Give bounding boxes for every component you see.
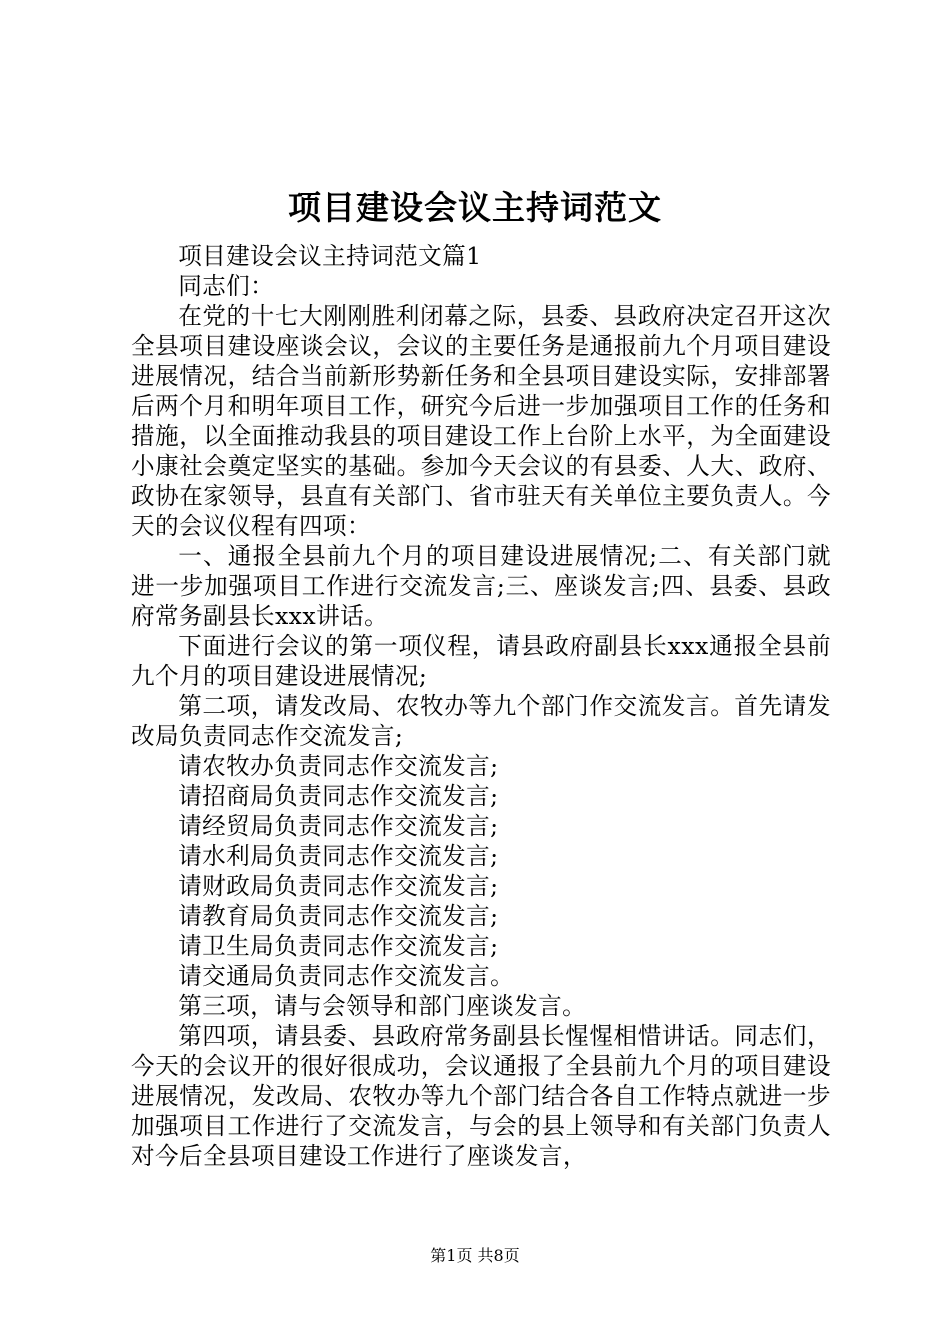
paragraph-section-heading: 项目建设会议主持词范文篇1 [178, 242, 482, 270]
paragraph-speaker: 请水利局负责同志作交流发言; [178, 842, 499, 870]
paragraph-speaker: 请招商局负责同志作交流发言; [178, 782, 499, 810]
document-body [131, 241, 831, 1171]
paragraph-item-one: 下面进行会议的第一项仪程，请县政府副县长xxx通报全县前九个月的项目建设进展情况; [131, 632, 831, 690]
paragraph-speaker: 请农牧办负责同志作交流发言; [178, 752, 499, 780]
paragraph-speaker: 请教育局负责同志作交流发言; [178, 902, 499, 930]
paragraph-speaker: 请交通局负责同志作交流发言。 [178, 962, 515, 990]
paragraph-speaker: 请卫生局负责同志作交流发言; [178, 932, 499, 960]
paragraph-salutation: 同志们： [178, 272, 275, 300]
paragraph-speaker: 请经贸局负责同志作交流发言; [178, 812, 499, 840]
document-title: 项目建设会议主持词范文 [288, 188, 662, 227]
page-footer: 第1页 共8页 [430, 1246, 520, 1265]
paragraph-intro: 在党的十七大刚刚胜利闭幕之际，县委、县政府决定召开这次全县项目建设座谈会议，会议的主要任务是通报前九个月项目建设进展情况，结合当前新形势新任务和全县项目建设实际，安排部署后两个月和明年项目工作，研究今后进一步加强项目工作的任务和措施，以全面推动我县的项目建设工作上台阶上水平，为全面建设小康社会奠定坚实的基础。参加今天会议的有县委、人大、政府、政协在家领导，县直有关部门、省市驻天有关单位主要负责人。今天的会议仪程有四项： [131, 302, 831, 540]
paragraph-speaker: 请财政局负责同志作交流发言; [178, 872, 499, 900]
paragraph-item-two: 第二项，请发改局、农牧办等九个部门作交流发言。首先请发改局负责同志作交流发言; [131, 692, 831, 750]
paragraph-item-four: 第四项，请县委、县政府常务副县长惺惺相惜讲话。同志们，今天的会议开的很好很成功，会议通报了全县前九个月的项目建设进展情况，发改局、农牧办等九个部门结合各自工作特点就进一步加强项目工作进行了交流发言，与会的县上领导和有关部门负责人对今后全县项目建设工作进行了座谈发言， [131, 1022, 831, 1170]
paragraph-item-three: 第三项，请与会领导和部门座谈发言。 [178, 992, 587, 1020]
paragraph-agenda: 一、通报全县前九个月的项目建设进展情况;二、有关部门就进一步加强项目工作进行交流发言;三、座谈发言;四、县委、县政府常务副县长xxx讲话。 [131, 542, 831, 630]
